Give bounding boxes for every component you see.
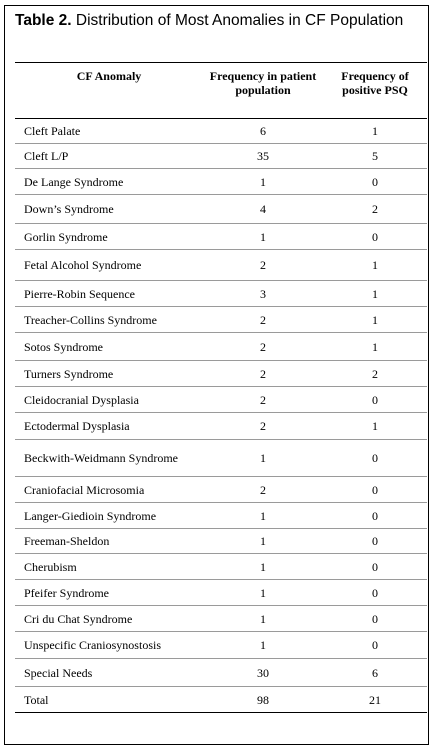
frequency-patient-cell: 1 bbox=[203, 554, 323, 580]
frequency-psq-cell: 0 bbox=[323, 580, 427, 606]
frequency-patient-cell: 1 bbox=[203, 632, 323, 659]
frequency-patient-cell: 3 bbox=[203, 281, 323, 307]
anomaly-name-cell: Total bbox=[15, 687, 203, 713]
anomaly-name-cell: Ectodermal Dysplasia bbox=[15, 413, 203, 440]
table-row bbox=[15, 195, 427, 224]
frequency-patient-cell: 2 bbox=[203, 333, 323, 361]
anomaly-name-cell: Pierre-Robin Sequence bbox=[15, 281, 203, 307]
anomaly-name-cell: Beckwith-Weidmann Syndrome bbox=[15, 440, 203, 477]
frequency-psq-cell: 1 bbox=[323, 333, 427, 361]
header-frequency-psq: Frequency of positive PSQ bbox=[323, 63, 427, 119]
table-row bbox=[15, 119, 427, 144]
frequency-psq-cell: 0 bbox=[323, 169, 427, 195]
anomaly-name-cell: Special Needs bbox=[15, 659, 203, 687]
table-row bbox=[15, 554, 427, 580]
frequency-patient-cell: 1 bbox=[203, 580, 323, 606]
table-row bbox=[15, 606, 427, 632]
frequency-patient-cell: 1 bbox=[203, 440, 323, 477]
frequency-psq-cell: 0 bbox=[323, 477, 427, 503]
anomaly-name-cell: Freeman-Sheldon bbox=[15, 529, 203, 554]
anomaly-name-cell: Fetal Alcohol Syndrome bbox=[15, 250, 203, 281]
anomaly-name-cell: Sotos Syndrome bbox=[15, 333, 203, 361]
table-row bbox=[15, 333, 427, 361]
table-row bbox=[15, 169, 427, 195]
frequency-psq-cell: 0 bbox=[323, 503, 427, 529]
table-caption bbox=[15, 12, 425, 30]
anomaly-name-cell: Down’s Syndrome bbox=[15, 195, 203, 224]
table-row bbox=[15, 529, 427, 554]
table-row bbox=[15, 144, 427, 169]
anomaly-name-cell: Craniofacial Microsomia bbox=[15, 477, 203, 503]
table-row bbox=[15, 580, 427, 606]
table-row bbox=[15, 687, 427, 713]
frequency-psq-cell: 21 bbox=[323, 687, 427, 713]
anomaly-name-cell: Treacher-Collins Syndrome bbox=[15, 307, 203, 333]
frequency-psq-cell: 1 bbox=[323, 413, 427, 440]
table-row bbox=[15, 361, 427, 387]
frequency-psq-cell: 0 bbox=[323, 529, 427, 554]
frequency-patient-cell: 1 bbox=[203, 529, 323, 554]
frequency-psq-cell: 2 bbox=[323, 361, 427, 387]
frequency-psq-cell: 1 bbox=[323, 119, 427, 144]
anomaly-name-cell: Unspecific Craniosynostosis bbox=[15, 632, 203, 659]
anomaly-name-cell: Cleft L/P bbox=[15, 144, 203, 169]
anomaly-name-cell: Gorlin Syndrome bbox=[15, 224, 203, 250]
frequency-patient-cell: 2 bbox=[203, 413, 323, 440]
frequency-psq-cell: 1 bbox=[323, 281, 427, 307]
frequency-psq-cell: 1 bbox=[323, 250, 427, 281]
frequency-patient-cell: 1 bbox=[203, 224, 323, 250]
frequency-psq-cell: 0 bbox=[323, 387, 427, 413]
frequency-patient-cell: 2 bbox=[203, 307, 323, 333]
header-row bbox=[15, 63, 427, 119]
anomaly-name-cell: Cri du Chat Syndrome bbox=[15, 606, 203, 632]
frequency-patient-cell: 2 bbox=[203, 387, 323, 413]
header-frequency-patient: Frequency in patient population bbox=[203, 63, 323, 119]
table-row bbox=[15, 477, 427, 503]
frequency-psq-cell: 6 bbox=[323, 659, 427, 687]
frequency-patient-cell: 2 bbox=[203, 250, 323, 281]
frequency-patient-cell: 1 bbox=[203, 169, 323, 195]
table-row bbox=[15, 503, 427, 529]
frequency-patient-cell: 2 bbox=[203, 477, 323, 503]
caption-text: Distribution of Most Anomalies in CF Population bbox=[71, 12, 404, 29]
frequency-patient-cell: 6 bbox=[203, 119, 323, 144]
frequency-patient-cell: 4 bbox=[203, 195, 323, 224]
table-row bbox=[15, 224, 427, 250]
frequency-patient-cell: 98 bbox=[203, 687, 323, 713]
table-frame bbox=[4, 5, 429, 745]
anomaly-name-cell: Cleft Palate bbox=[15, 119, 203, 144]
table-row bbox=[15, 632, 427, 659]
frequency-patient-cell: 1 bbox=[203, 503, 323, 529]
frequency-patient-cell: 35 bbox=[203, 144, 323, 169]
anomaly-table bbox=[15, 62, 427, 713]
table-row bbox=[15, 250, 427, 281]
frequency-patient-cell: 1 bbox=[203, 606, 323, 632]
frequency-psq-cell: 0 bbox=[323, 440, 427, 477]
frequency-psq-cell: 0 bbox=[323, 224, 427, 250]
anomaly-name-cell: De Lange Syndrome bbox=[15, 169, 203, 195]
frequency-psq-cell: 1 bbox=[323, 307, 427, 333]
frequency-patient-cell: 2 bbox=[203, 361, 323, 387]
table-row bbox=[15, 281, 427, 307]
table-body bbox=[15, 119, 427, 713]
table-row bbox=[15, 387, 427, 413]
anomaly-name-cell: Turners Syndrome bbox=[15, 361, 203, 387]
anomaly-name-cell: Langer-Giedioin Syndrome bbox=[15, 503, 203, 529]
frequency-psq-cell: 0 bbox=[323, 632, 427, 659]
frequency-psq-cell: 2 bbox=[323, 195, 427, 224]
header-anomaly: CF Anomaly bbox=[15, 63, 203, 119]
anomaly-name-cell: Cleidocranial Dysplasia bbox=[15, 387, 203, 413]
table-row bbox=[15, 307, 427, 333]
frequency-psq-cell: 0 bbox=[323, 554, 427, 580]
table-row bbox=[15, 440, 427, 477]
table-row bbox=[15, 413, 427, 440]
frequency-psq-cell: 5 bbox=[323, 144, 427, 169]
frequency-psq-cell: 0 bbox=[323, 606, 427, 632]
table-row bbox=[15, 659, 427, 687]
caption-label: Table 2. bbox=[15, 12, 72, 29]
frequency-patient-cell: 30 bbox=[203, 659, 323, 687]
anomaly-name-cell: Cherubism bbox=[15, 554, 203, 580]
anomaly-name-cell: Pfeifer Syndrome bbox=[15, 580, 203, 606]
